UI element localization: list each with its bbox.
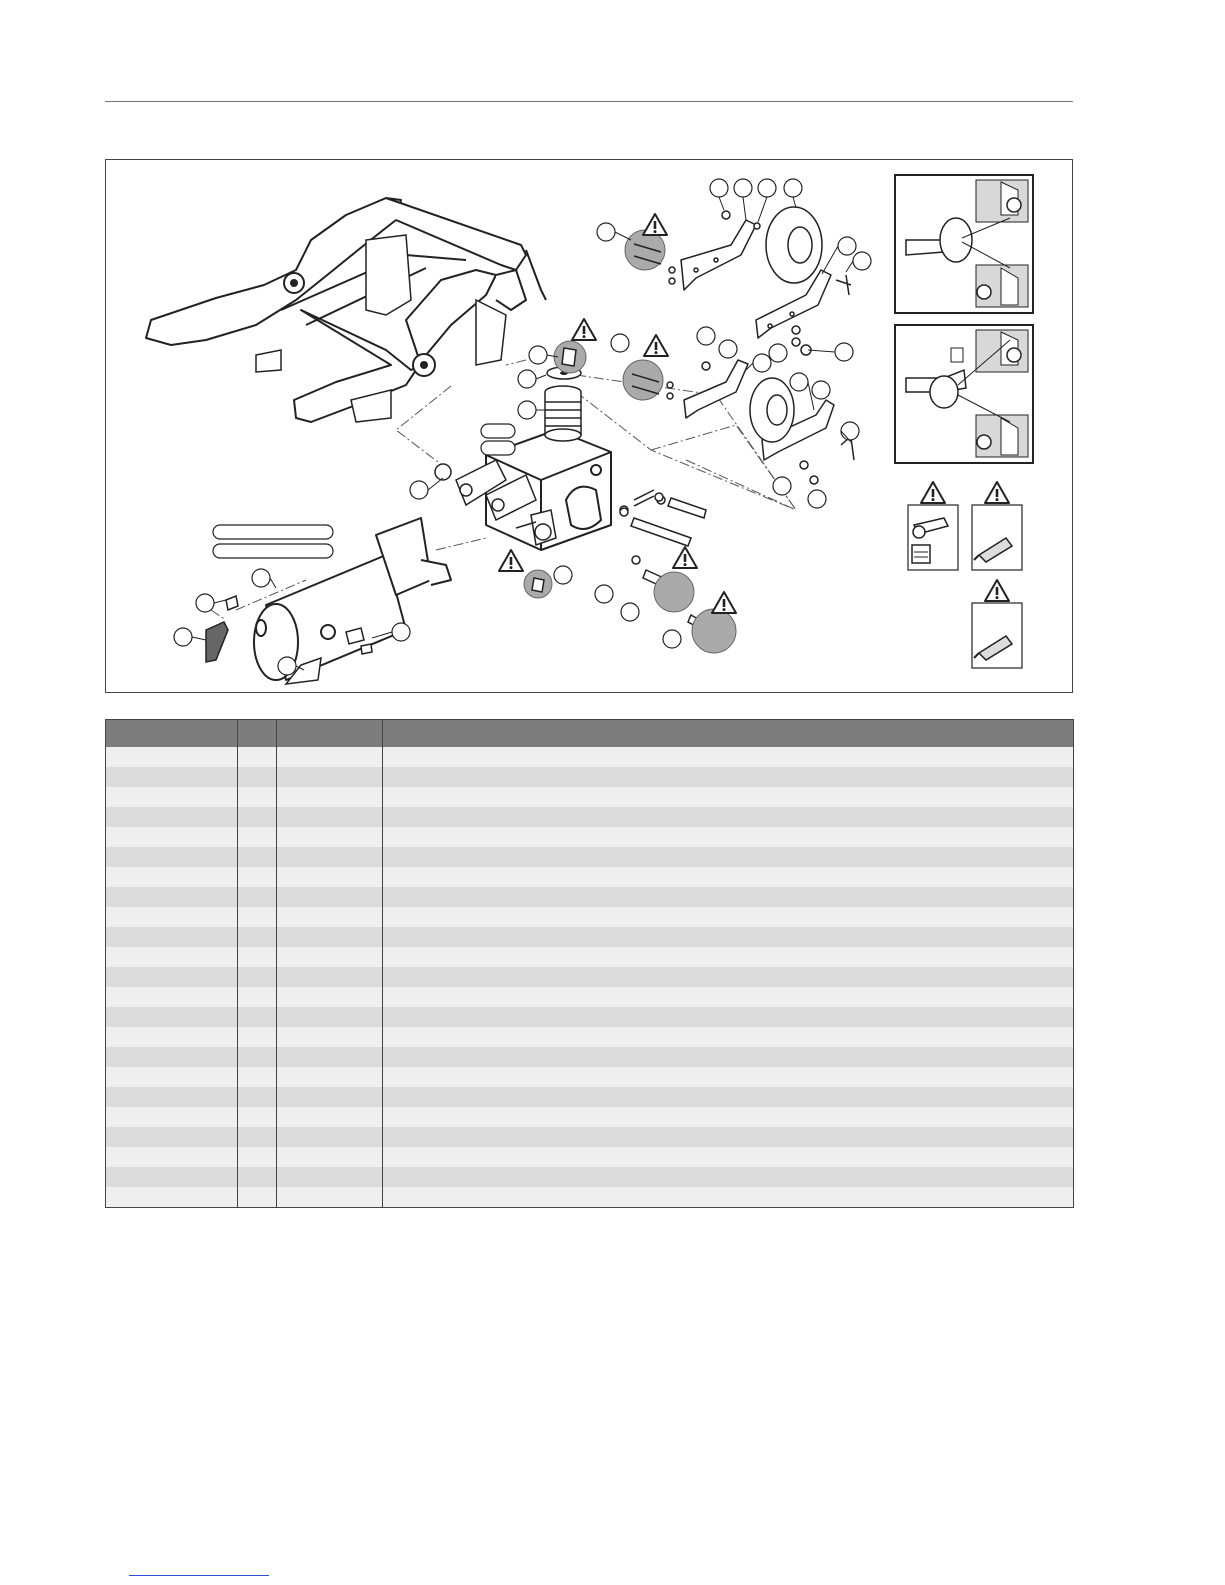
table-cell [106,907,238,927]
table-cell [106,827,238,847]
table-row [106,967,1074,987]
table-row [106,787,1074,807]
table-cell [277,787,383,807]
table-cell [106,1027,238,1047]
table-cell [106,807,238,827]
table-cell [238,747,277,767]
table-cell [277,867,383,887]
torque-wrench-inset [908,482,958,570]
table-cell [277,827,383,847]
parts-list-table [105,719,1074,1208]
table-row [106,807,1074,827]
table-cell [106,787,238,807]
table-row [106,927,1074,947]
exploded-view-figure [105,159,1073,693]
header-rule [105,101,1073,102]
table-cell [238,907,277,927]
table-row [106,1147,1074,1167]
table-cell [277,1087,383,1107]
table-cell [383,827,1074,847]
table-cell [106,1147,238,1167]
table-cell [277,947,383,967]
table-cell [238,887,277,907]
table-row [106,947,1074,967]
table-cell [106,1047,238,1067]
table-cell [383,1167,1074,1187]
table-row [106,767,1074,787]
table-cell [238,1107,277,1127]
table-cell [383,1007,1074,1027]
table-cell [383,1087,1074,1107]
table-cell [238,1147,277,1167]
table-cell [383,847,1074,867]
table-cell [383,867,1074,887]
table-cell [106,767,238,787]
table-cell [106,867,238,887]
table-cell [238,967,277,987]
table-cell [277,1167,383,1187]
table-cell [383,1187,1074,1208]
adhesive-inset-2 [972,580,1022,668]
table-cell [277,1067,383,1087]
table-cell [383,1147,1074,1167]
table-cell [277,1027,383,1047]
table-cell [277,1047,383,1067]
inset-panel-lower [895,325,1033,463]
table-cell [277,907,383,927]
inset-panel-upper [895,175,1033,313]
table-cell [277,967,383,987]
table-cell [106,1167,238,1187]
table-cell [277,1007,383,1027]
table-cell [383,767,1074,787]
table-row [106,1087,1074,1107]
table-cell [383,1047,1074,1067]
table-row [106,847,1074,867]
table-cell [383,907,1074,927]
warning-triangle-icon [985,482,1009,503]
table-cell [238,947,277,967]
footer-link-underline[interactable] [129,1575,269,1576]
table-cell [238,867,277,887]
table-cell [383,987,1074,1007]
table-header-row [106,720,1074,748]
table-cell [277,927,383,947]
adhesive-inset-1 [972,482,1022,570]
table-cell [238,1067,277,1087]
header-cell [106,720,238,748]
table-cell [106,927,238,947]
warning-triangle-icon [673,547,697,568]
table-cell [277,1147,383,1167]
table-cell [106,1067,238,1087]
table-row [106,867,1074,887]
table-row [106,907,1074,927]
table-cell [383,787,1074,807]
warning-triangle-icon [572,319,596,340]
header-cell [383,720,1074,748]
table-row [106,1007,1074,1027]
table-cell [106,1107,238,1127]
table-cell [106,1007,238,1027]
warning-triangle-icon [921,482,945,503]
table-cell [238,1187,277,1208]
table-cell [238,1127,277,1147]
warning-triangle-icon [985,580,1009,601]
table-cell [238,807,277,827]
table-cell [238,1087,277,1107]
table-cell [238,1027,277,1047]
table-cell [106,947,238,967]
table-cell [383,807,1074,827]
table-cell [238,1047,277,1067]
table-row [106,887,1074,907]
warning-triangle-icon [499,550,523,571]
table-cell [238,1007,277,1027]
warning-triangle-icon [644,335,668,356]
table-cell [383,747,1074,767]
caster-assembly-upper [681,207,851,338]
table-cell [277,767,383,787]
table-cell [106,1127,238,1147]
table-cell [277,747,383,767]
table-row [106,747,1074,767]
table-cell [277,1127,383,1147]
warning-triangle-icon [712,592,736,613]
table-cell [106,1087,238,1107]
table-row [106,987,1074,1007]
header-cell [277,720,383,748]
spring [545,386,581,441]
warning-triangle-icon [643,214,667,235]
table-cell [383,1127,1074,1147]
table-cell [238,927,277,947]
table-cell [106,967,238,987]
table-row [106,1107,1074,1127]
table-cell [106,747,238,767]
table-cell [277,1107,383,1127]
table-row [106,1047,1074,1067]
table-cell [106,1187,238,1208]
table-row [106,1167,1074,1187]
table-cell [383,1107,1074,1127]
table-row [106,827,1074,847]
table-cell [277,887,383,907]
table-cell [238,847,277,867]
table-row [106,1127,1074,1147]
table-cell [383,887,1074,907]
header-cell [238,720,277,748]
table-cell [383,967,1074,987]
table-cell [383,927,1074,947]
table-cell [238,767,277,787]
table-cell [238,787,277,807]
table-cell [383,1027,1074,1047]
table-row [106,1027,1074,1047]
motor [254,518,451,680]
table-cell [106,987,238,1007]
table-cell [238,827,277,847]
table-cell [277,987,383,1007]
table-cell [106,847,238,867]
table-cell [277,1187,383,1208]
table-cell [238,1167,277,1187]
table-row [106,1187,1074,1208]
table-row [106,1067,1074,1087]
table-cell [277,807,383,827]
exploded-drawing [106,160,1074,694]
table-cell [277,847,383,867]
table-cell [238,987,277,1007]
table-cell [383,1067,1074,1087]
table-cell [106,887,238,907]
table-cell [383,947,1074,967]
